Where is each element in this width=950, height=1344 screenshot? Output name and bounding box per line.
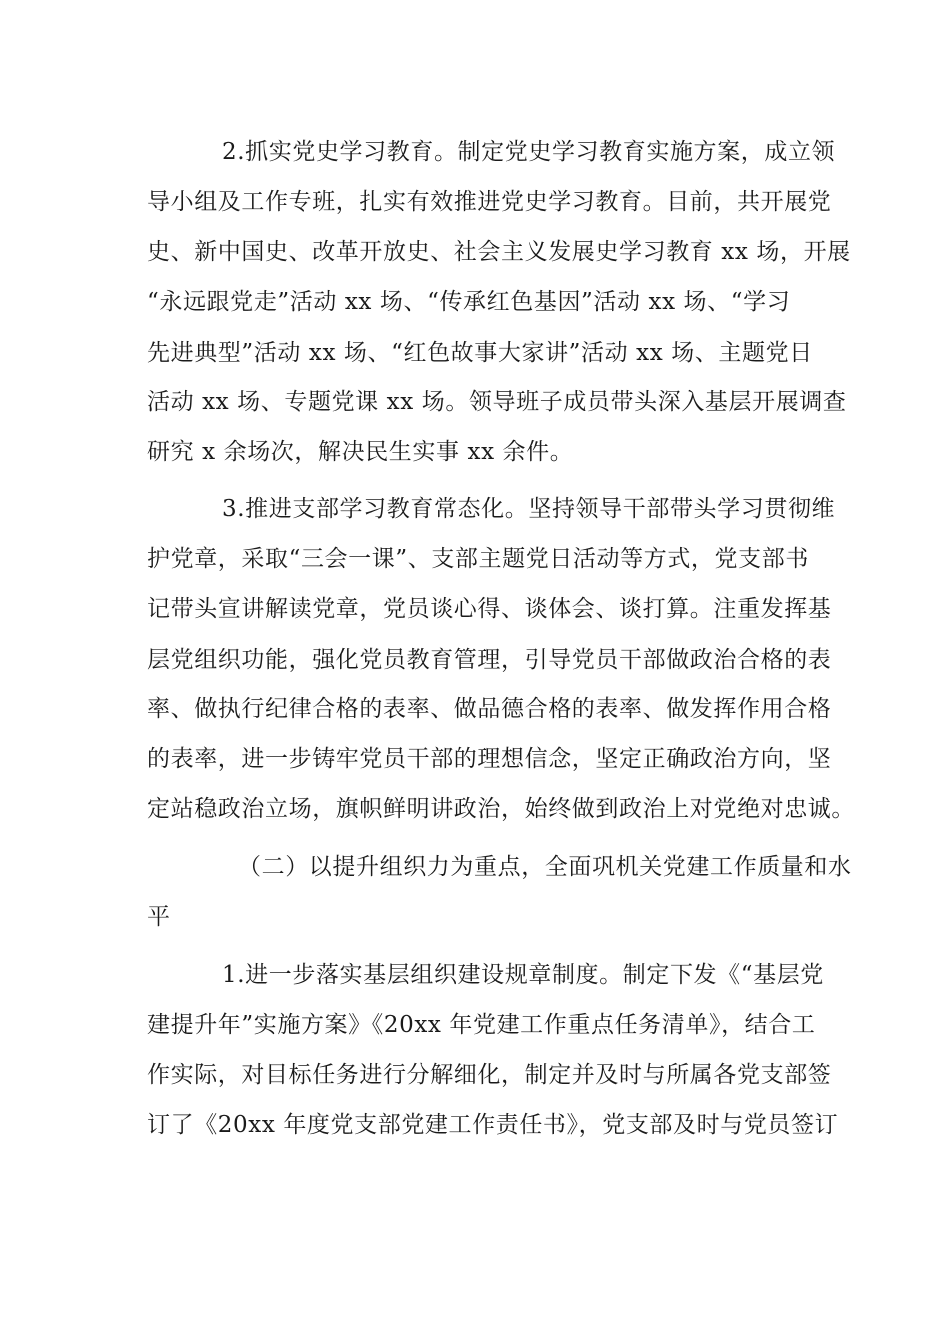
paragraph-2-line-3: 史、新中国史、改革开放史、社会主义发展史学习教育 xx 场，开展	[147, 239, 851, 265]
section-heading-line-2: 平	[147, 904, 171, 930]
paragraph-1-line-1: 1.进一步落实基层组织建设规章制度。制定下发《“基层党	[222, 962, 824, 988]
paragraph-1-line-3: 作实际，对目标任务进行分解细化，制定并及时与所属各党支部签	[147, 1062, 832, 1088]
paragraph-1-line-2: 建提升年”实施方案》《20xx 年党建工作重点任务清单》，结合工	[147, 1012, 816, 1038]
paragraph-3-line-6: 的表率，进一步铸牢党员干部的理想信念，坚定正确政治方向，坚	[147, 746, 832, 772]
paragraph-3-line-7: 定站稳政治立场，旗帜鲜明讲政治，始终做到政治上对党绝对忠诚。	[147, 796, 855, 822]
paragraph-2-line-5: 先进典型”活动 xx 场、“红色故事大家讲”活动 xx 场、主题党日	[147, 340, 813, 366]
paragraph-2-line-1: 2.抓实党史学习教育。制定党史学习教育实施方案，成立领	[222, 139, 836, 165]
paragraph-2-line-6: 活动 xx 场、专题党课 xx 场。领导班子成员带头深入基层开展调查	[147, 389, 847, 415]
paragraph-2-line-2: 导小组及工作专班，扎实有效推进党史学习教育。目前，共开展党	[147, 189, 832, 215]
paragraph-3-line-3: 记带头宣讲解读党章，党员谈心得、谈体会、谈打算。注重发挥基	[147, 596, 832, 622]
paragraph-2-line-4: “永远跟党走”活动 xx 场、“传承红色基因”活动 xx 场、“学习	[147, 289, 791, 315]
section-heading-line-1: （二）以提升组织力为重点，全面巩机关党建工作质量和水	[238, 854, 852, 880]
paragraph-3-line-5: 率、做执行纪律合格的表率、做品德合格的表率、做发挥作用合格	[147, 696, 832, 722]
paragraph-3-line-2: 护党章，采取“三会一课”、支部主题党日活动等方式，党支部书	[147, 546, 809, 572]
paragraph-2-line-7: 研究 x 余场次，解决民生实事 xx 余件。	[147, 439, 574, 465]
paragraph-1-line-4: 订了《20xx 年度党支部党建工作责任书》，党支部及时与党员签订	[147, 1112, 839, 1138]
paragraph-3-line-1: 3.推进支部学习教育常态化。坚持领导干部带头学习贯彻维	[222, 496, 836, 522]
paragraph-3-line-4: 层党组织功能，强化党员教育管理，引导党员干部做政治合格的表	[147, 647, 832, 673]
